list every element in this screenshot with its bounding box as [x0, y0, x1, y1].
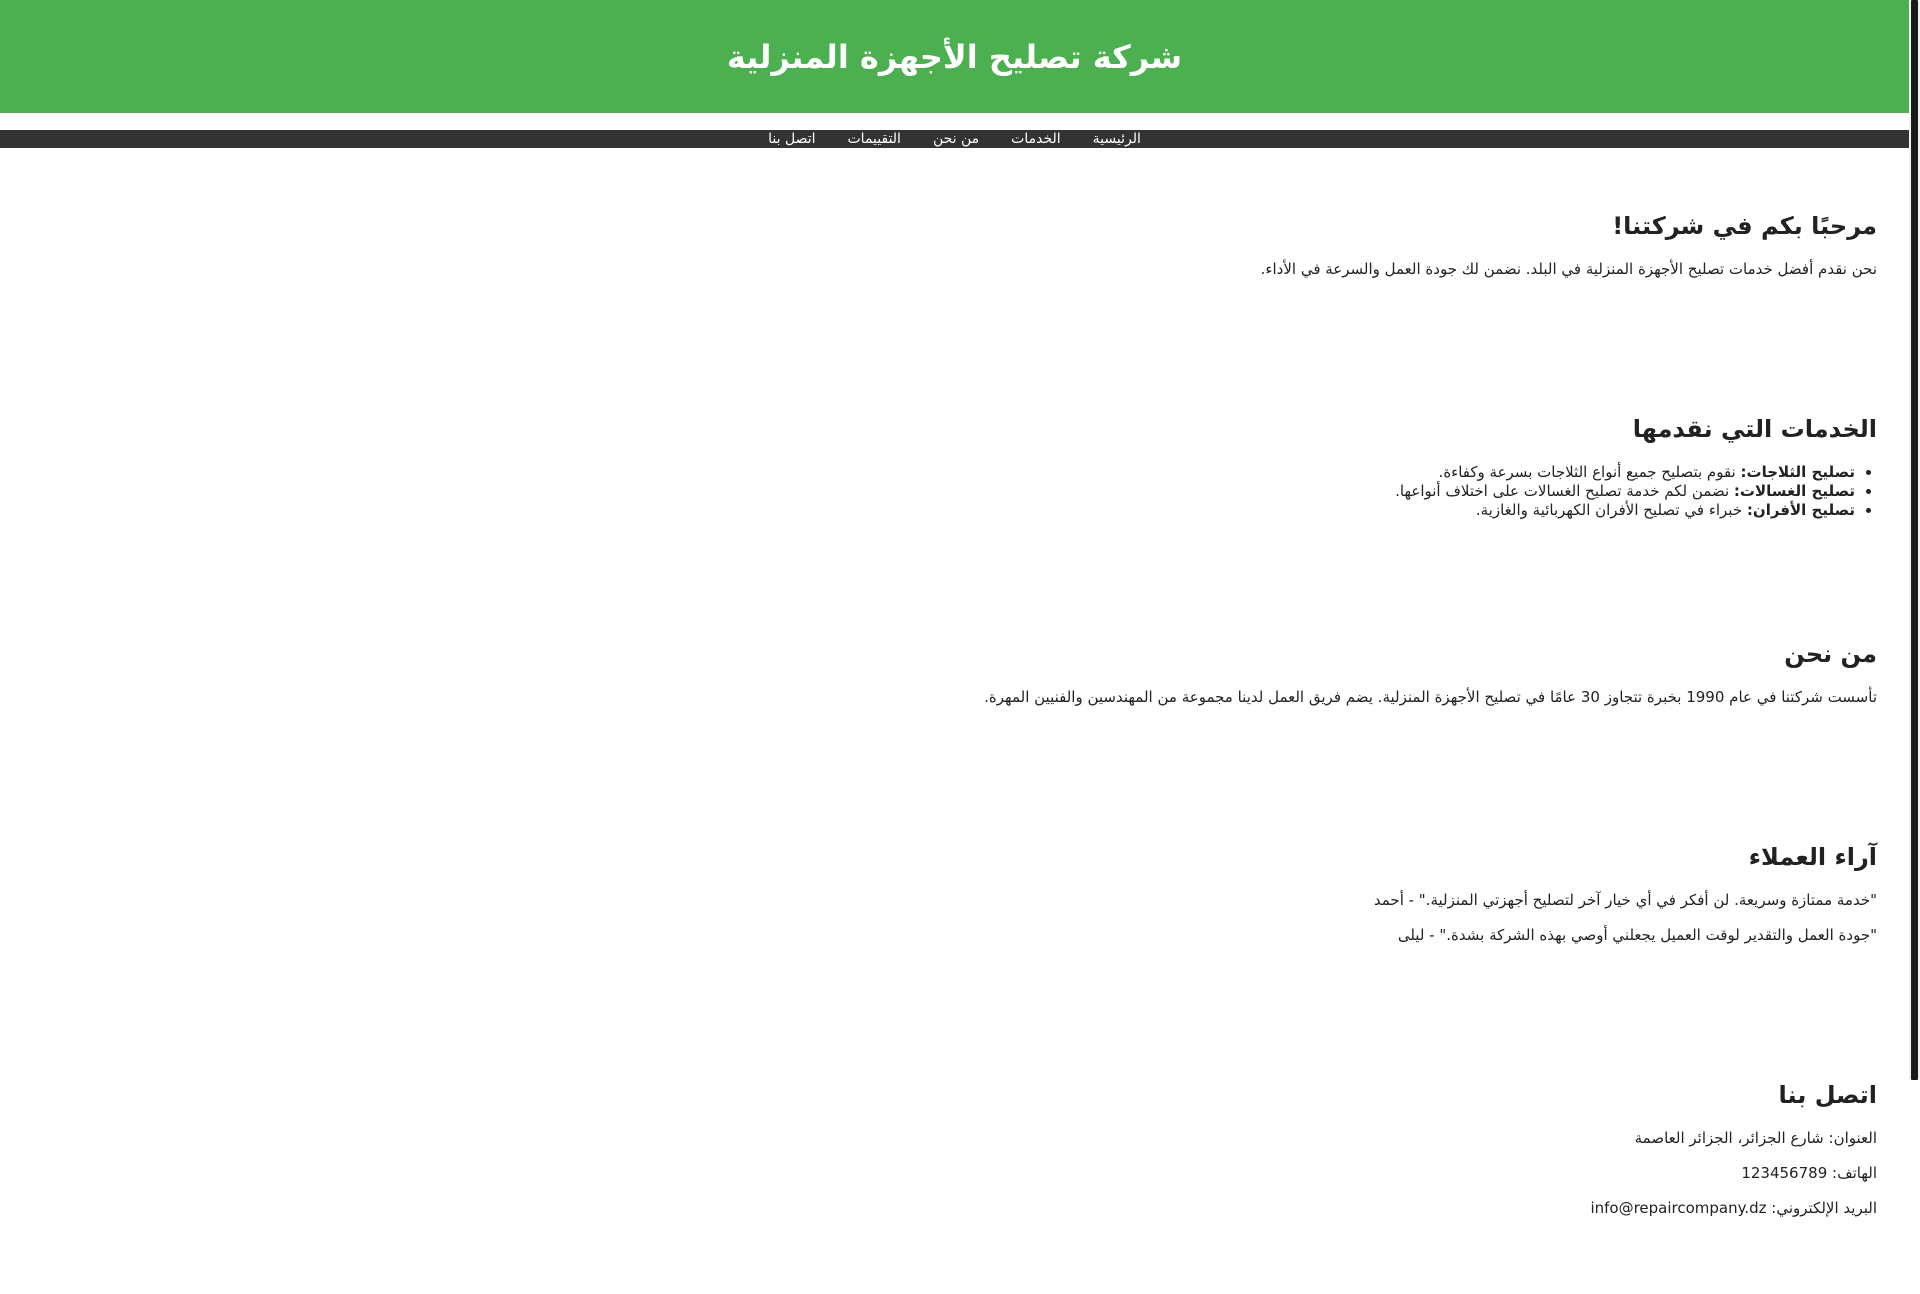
contact-section [32, 1021, 1877, 1294]
nav-link-services[interactable]: الخدمات [1011, 131, 1061, 147]
services-heading: الخدمات التي نقدمها [1632, 415, 1877, 443]
service-item [32, 501, 1855, 520]
nav-link-home[interactable]: الرئيسية [1092, 131, 1141, 147]
site-title: شركة تصليح الأجهزة المنزلية [726, 37, 1183, 76]
contact-heading: اتصل بنا [1778, 1081, 1877, 1109]
service-item [32, 463, 1855, 482]
service-desc: خبراء في تصليح الأفران الكهربائية والغازية. [1475, 501, 1747, 519]
nav-link-reviews[interactable]: التقييمات [847, 131, 901, 147]
service-title: تصليح الغسالات: [1733, 482, 1855, 500]
contact-address: العنوان: شارع الجزائر، الجزائر العاصمة [1634, 1129, 1877, 1147]
service-desc: نقوم بتصليح جميع أنواع الثلاجات بسرعة وكفاءة. [1438, 463, 1741, 481]
nav-link-about[interactable]: من نحن [932, 131, 980, 147]
service-title: تصليح الأفران: [1746, 501, 1855, 519]
about-heading: من نحن [1784, 640, 1877, 668]
welcome-heading: مرحبًا بكم في شركتنا! [1612, 212, 1877, 240]
service-desc: نضمن لكم خدمة تصليح الغسالات على اختلاف أنواعها. [1395, 482, 1734, 500]
contact-phone: الهاتف: 123456789 [1741, 1164, 1877, 1182]
welcome-section [32, 148, 1877, 355]
vertical-scrollbar[interactable] [1909, 0, 1920, 1080]
reviews-section [32, 783, 1877, 1021]
site-header [0, 0, 1909, 113]
contact-email: البريد الإلكتروني: info@repaircompany.dz [1590, 1199, 1877, 1217]
reviews-heading: آراء العملاء [1748, 843, 1877, 871]
review-item: "خدمة ممتازة وسريعة. لن أفكر في أي خيار آخر لتصليح أجهزتي المنزلية." - أحمد [1373, 891, 1877, 909]
service-title: تصليح الثلاجات: [1740, 463, 1855, 481]
about-section [32, 580, 1877, 783]
nav-link-contact[interactable]: اتصل بنا [768, 131, 816, 147]
review-item: "جودة العمل والتقدير لوقت العميل يجعلني أوصي بهذه الشركة بشدة." - ليلى [1397, 926, 1877, 944]
main-content [0, 148, 1909, 1294]
welcome-text: نحن نقدم أفضل خدمات تصليح الأجهزة المنزلية في البلد. نضمن لك جودة العمل والسرعة في الأداء. [1260, 260, 1877, 278]
about-text: تأسست شركتنا في عام 1990 بخبرة تتجاوز 30 عامًا في تصليح الأجهزة المنزلية. يضم فريق العمل لدينا مجموعة من المهندسين والفنيين المهرة. [984, 688, 1877, 706]
services-list [32, 463, 1877, 520]
service-item [32, 482, 1855, 501]
services-section [32, 355, 1877, 580]
main-nav [0, 130, 1909, 148]
scrollbar-thumb[interactable] [1911, 0, 1918, 1080]
